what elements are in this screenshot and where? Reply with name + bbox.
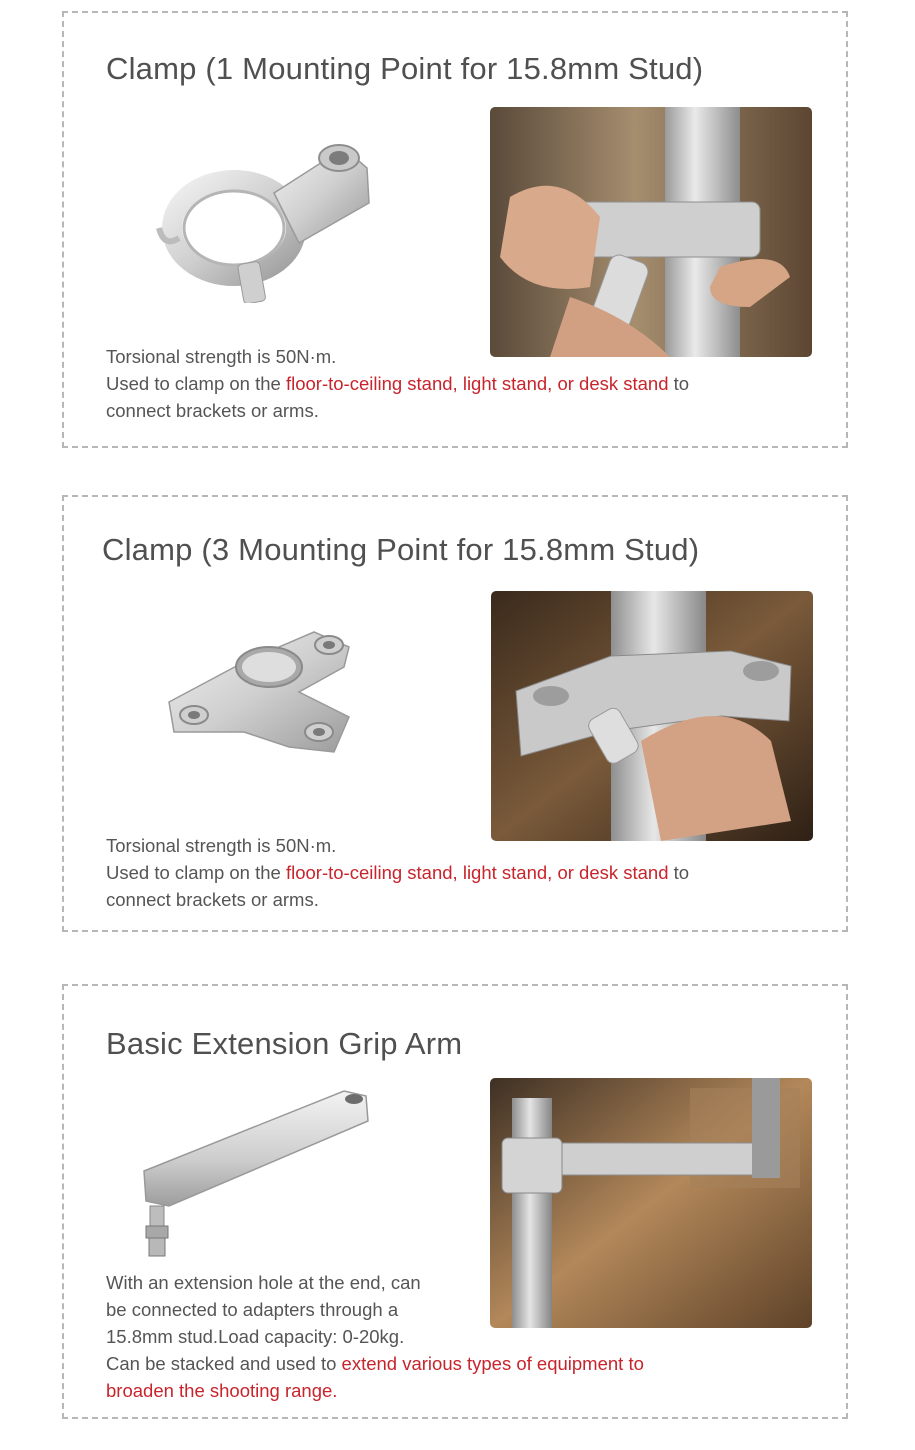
desc-line	[106, 1350, 644, 1377]
highlight-text: floor-to-ceiling stand, light stand, or desk stand	[285, 373, 669, 394]
desc-text: to	[668, 862, 690, 883]
desc-text: Used to clamp on the	[106, 862, 286, 883]
desc-line: connect brackets or arms.	[106, 889, 319, 910]
section-description	[106, 1269, 644, 1404]
section-description	[106, 832, 689, 913]
desc-line: be connected to adapters through a	[106, 1299, 399, 1320]
desc-line: With an extension hole at the end, can	[106, 1272, 421, 1293]
desc-line: Torsional strength is 50N·m.	[106, 835, 337, 856]
highlight-text: extend various types of equipment to	[341, 1353, 644, 1374]
desc-text: Can be stacked and used to	[106, 1353, 342, 1374]
section-title: Basic Extension Grip Arm	[106, 1026, 463, 1061]
desc-line	[106, 370, 689, 397]
clamp-3-point-in-use-photo	[491, 591, 813, 841]
product-card-extension-arm	[62, 984, 848, 1419]
highlight-text: floor-to-ceiling stand, light stand, or desk stand	[285, 862, 669, 883]
extension-arm-image	[134, 1081, 384, 1271]
desc-line: Torsional strength is 50N·m.	[106, 346, 337, 367]
product-card-clamp-3-point	[62, 495, 848, 932]
clamp-1-point-in-use-photo	[490, 107, 812, 357]
desc-text: to	[668, 373, 690, 394]
desc-line: 15.8mm stud.Load capacity: 0-20kg.	[106, 1326, 405, 1347]
section-title: Clamp (1 Mounting Point for 15.8mm Stud)	[106, 51, 704, 86]
product-card-clamp-1-point	[62, 11, 848, 448]
desc-line	[106, 859, 689, 886]
desc-line: broaden the shooting range.	[106, 1380, 338, 1401]
clamp-1-point-image	[139, 123, 379, 303]
section-title: Clamp (3 Mounting Point for 15.8mm Stud)	[102, 532, 700, 567]
clamp-3-point-image	[149, 607, 379, 777]
desc-line: connect brackets or arms.	[106, 400, 319, 421]
section-description	[106, 343, 689, 424]
desc-text: Used to clamp on the	[106, 373, 286, 394]
